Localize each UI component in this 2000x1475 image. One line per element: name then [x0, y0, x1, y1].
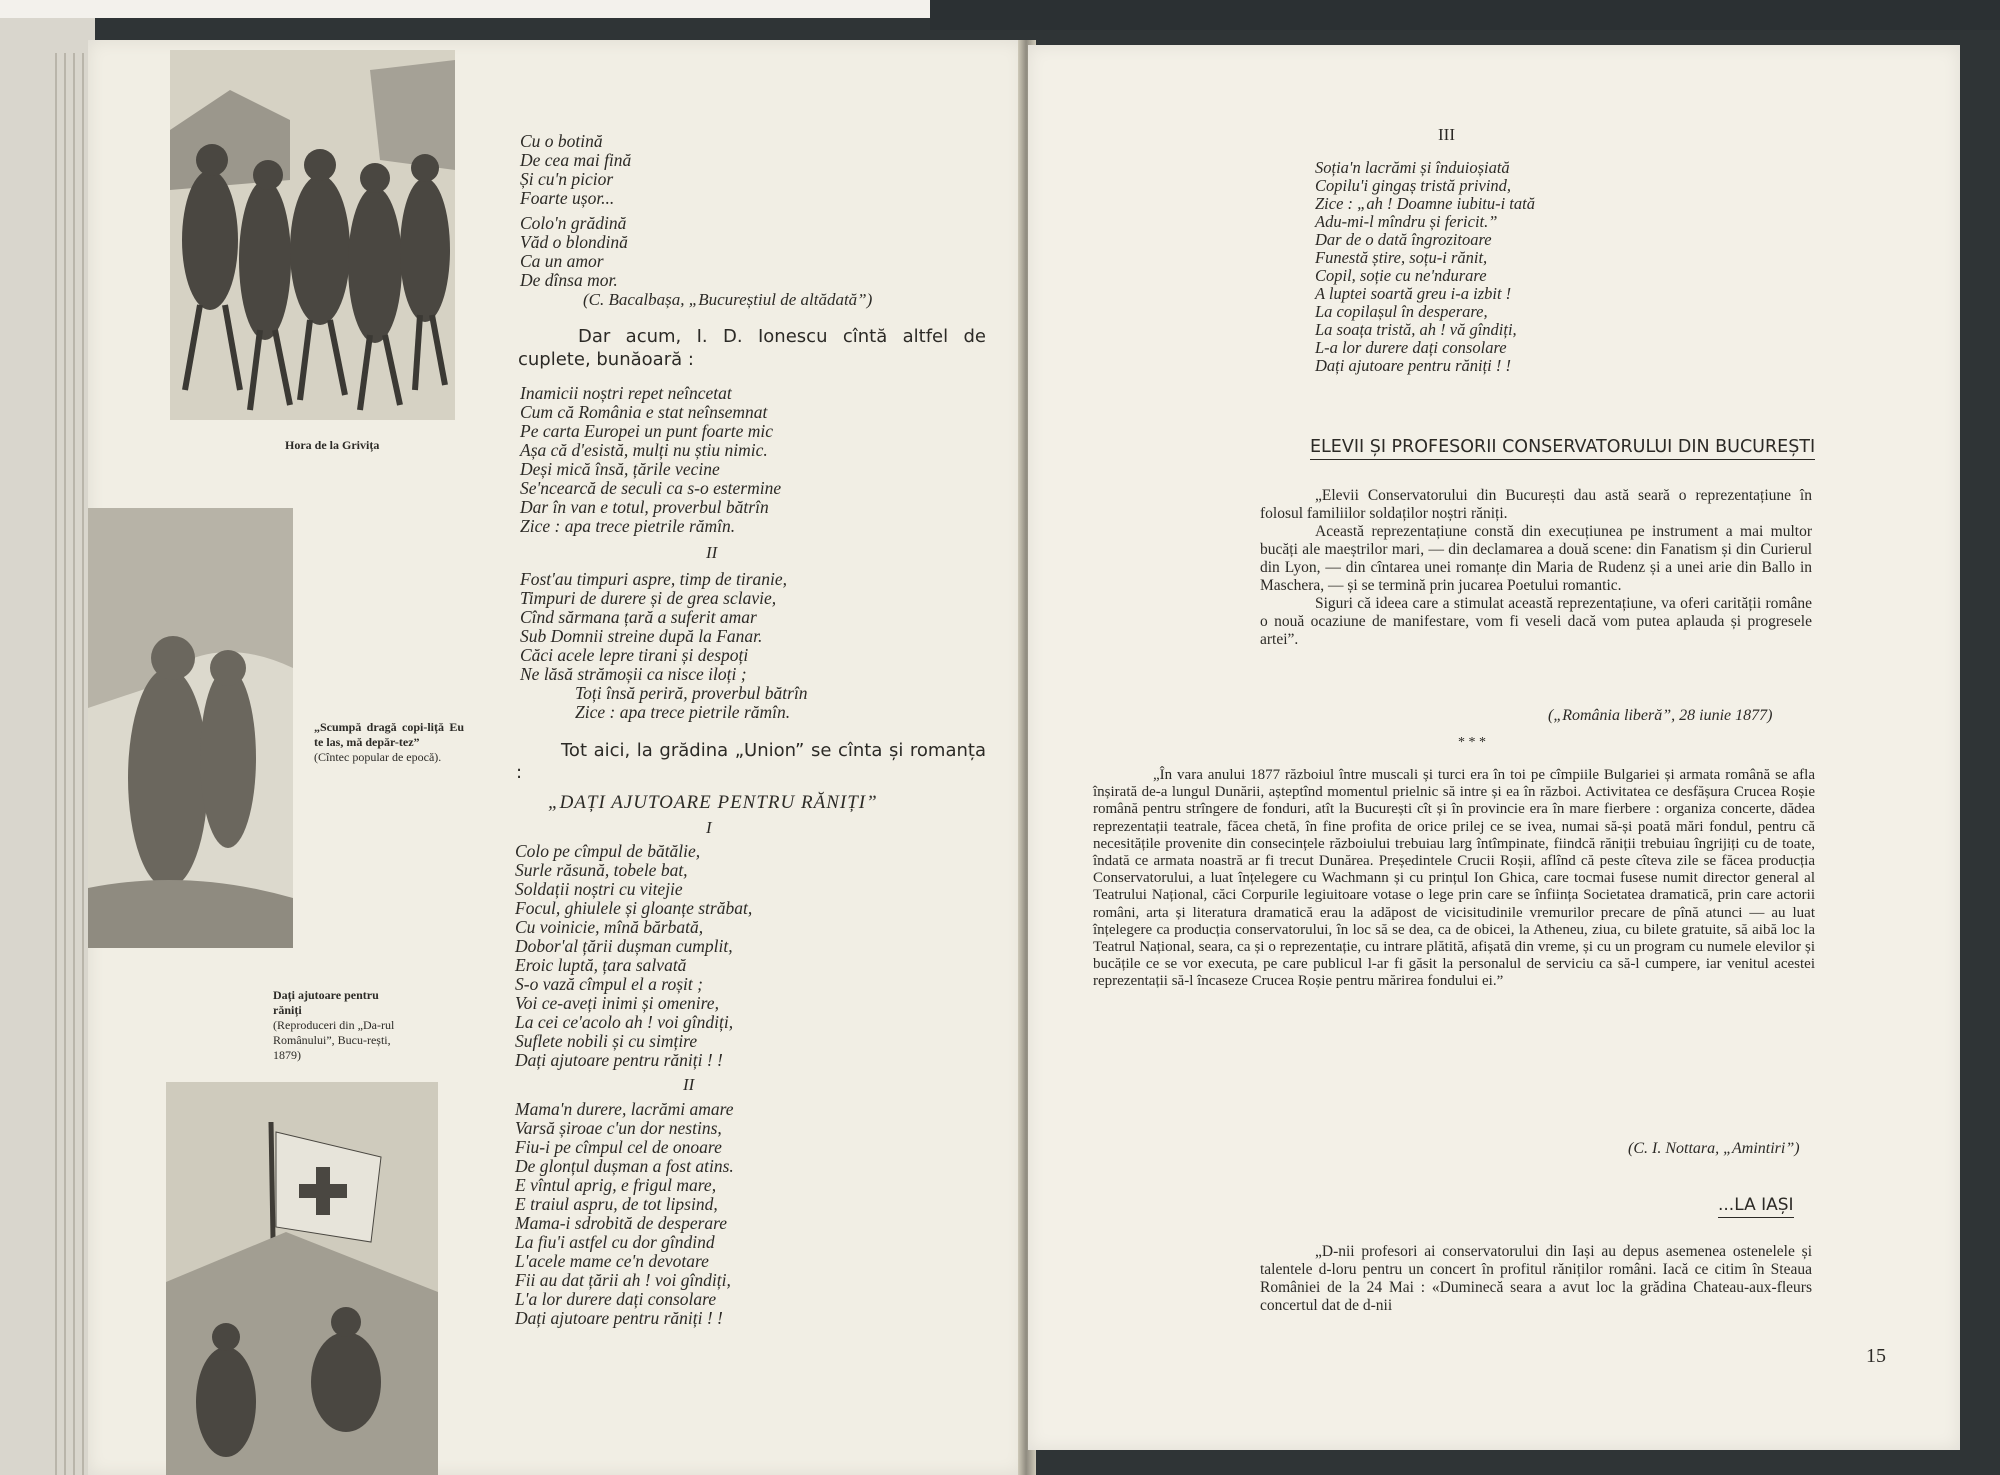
- verse-line: Mama'n durere, lacrămi amare: [515, 1099, 734, 1119]
- verse-line: Văd o blondină: [520, 232, 628, 252]
- verse-line: Dobor'al țării dușman cumplit,: [515, 936, 733, 956]
- verse-line: La cei ce'acolo ah ! voi gîndiți,: [515, 1012, 734, 1032]
- verse-line: A luptei soartă greu i-a izbit !: [1315, 284, 1512, 303]
- verse-line: Adu-mi-l mîndru și fericit.”: [1315, 212, 1498, 231]
- verse-line: Soția'n lacrămi și înduioșiată: [1315, 158, 1510, 177]
- verse-line: Copilu'i gingaș tristă privind,: [1315, 176, 1512, 195]
- verse-line: Colo pe cîmpul de bătălie,: [515, 841, 701, 861]
- article-conservator: [1260, 487, 1812, 649]
- verse-fostau: [520, 570, 1000, 722]
- stanza-number: I: [706, 818, 712, 837]
- verse-botina: [520, 132, 820, 290]
- verse-line: Eroic luptă, țara salvată: [515, 955, 687, 975]
- separator: * * *: [1458, 735, 1486, 750]
- hora-grivita-illustration: [170, 50, 455, 420]
- verse-line: E vîntul aprig, e frigul mare,: [515, 1175, 717, 1195]
- verse-line: Zice : apa trece pietrile rămîn.: [520, 516, 736, 536]
- caption-dati-title: Dați ajutoare pentru răniți: [273, 988, 379, 1017]
- verse-line: Soldații noștri cu vitejie: [515, 879, 683, 899]
- verse-line: Fiu-i pe cîmpul cel de onoare: [515, 1137, 722, 1157]
- intro-paragraph: Dar acum, I. D. Ionescu cîntă altfel de cuplete, bunăoară :: [518, 326, 986, 370]
- left-page: [88, 40, 1023, 1475]
- article-nottara: „În vara anului 1877 războiul între muscali și turci era în toi pe cîmpiile Bulgariei și armata română se afla înșirată de-a lungul Dunării, așteptînd momentul prielnic să intre și ea în război. Activitatea ce desfășura Crucea Roșie română pentru strîngere de fonduri, atît la București cît și în provincie era în mare fierbere : organiza concerte, dădea reprezentații teatrale, făcea chetă, în fine profita de orice prilej ce se ivea, numai să-și poată mări fondul, pentru că necesitățile provenite din consecințele războiului trebuiau larg întîmpinate, fiindcă răniții trebuiau îngrijiți cu de toate, îndată ce armata noastră ar fi trecut Dunărea. Președintele Crucii Roșii, aflînd că peste cîteva zile se făcea producția Conservatorului, a luat înțelegere cu Wachmann și cu prințul Ion Ghica, care tocmai fusese numit director general al Teatrului Național, căci Corpurile legiuitoare votase o lege prin care se înființa Societatea dramatică, prin care actorii români, arta și literatura dramatică erau la adăpost de vicisitudinile vremurilor precare de pînă atunci — au luat înțelegere ca producția conservatorului, în loc să se dea, ca de obicei, la Atheneu, ziua, cu bilete gratuite, să aibă loc la Teatrul Național, seara, ca și o reprezentație, cu intrare plătită, afișată din vreme, și cu un program cu numele elevilor și bucățile ce se vor executa, pe care publicul l-ar fi găsit la personalul de serviciu ca să-l cumpere, iar venitul acestei reprezentații să-l încaseze Crucea Roșie pentru mărirea fondului ei.”: [1093, 767, 1815, 990]
- verse-line: Zice : „ah ! Doamne iubitu-i tată: [1315, 194, 1535, 213]
- verse-line: Inamicii noștri repet neîncetat: [520, 383, 732, 403]
- caption-dati-source: (Reproduceri din „Da-rul Românului”, Bucu-rești, 1879): [273, 1018, 395, 1062]
- caption-scumpa-draga-source: (Cîntec popular de epocă).: [314, 750, 442, 764]
- verse-line: Pe carta Europei un punt foarte mic: [520, 421, 774, 441]
- verse-line: Dați ajutoare pentru răniți ! !: [1315, 356, 1512, 375]
- verse-line: La soața tristă, ah ! vă gîndiți,: [1315, 320, 1517, 339]
- verse-line: Dar de o dată îngrozitoare: [1315, 230, 1492, 249]
- verse-sotia: [1315, 159, 1735, 375]
- verse-line: Voi ce-aveți inimi și omenire,: [515, 993, 719, 1013]
- verse-line: De cea mai fină: [520, 150, 632, 170]
- verse-mama: [515, 1100, 995, 1328]
- song-title: „DAȚI AJUTOARE PENTRU RĂNIȚI”: [548, 792, 878, 813]
- verse-source: (C. Bacalbașa, „Bucureștiul de altădată”): [583, 290, 873, 309]
- stanza-number: II: [683, 1075, 695, 1094]
- cover-top: [930, 0, 2000, 30]
- scumpa-draga-illustration: [88, 508, 293, 948]
- verse-line: De dînsa mor.: [520, 270, 618, 290]
- verse-line: Timpuri de durere și de grea sclavie,: [520, 588, 777, 608]
- verse-line: Funestă știre, soțu-i rănit,: [1315, 248, 1488, 267]
- stanza-number: III: [1438, 125, 1455, 144]
- verse-line: Deși mică însă, țările vecine: [520, 459, 720, 479]
- caption-scumpa-draga-title: „Scumpă dragă copi-liță Eu te las, mă depăr-tez”: [314, 720, 464, 749]
- verse-colo: [515, 842, 995, 1070]
- verse-line: Se'ncearcă de seculi ca s-o estermine: [520, 478, 782, 498]
- right-page: [1028, 45, 1960, 1450]
- caption-dati-ajutoare: [273, 988, 408, 1063]
- intro-paragraph-2: Tot aici, la grădina „Union” se cînta și romanța :: [516, 740, 986, 783]
- verse-line: Căci acele lepre tirani și despoți: [520, 645, 749, 665]
- source-romania-libera: („România liberă”, 28 iunie 1877): [1548, 707, 1773, 724]
- verse-line: Sub Domnii streine după la Fanar.: [520, 626, 763, 646]
- verse-line: La copilașul în desperare,: [1315, 302, 1488, 321]
- page-edges: [0, 18, 95, 1475]
- verse-line: S-o vază cîmpul el a roșit ;: [515, 974, 703, 994]
- verse-line: Dați ajutoare pentru răniți ! !: [515, 1308, 723, 1328]
- verse-line: Cînd sărmana țară a suferit amar: [520, 607, 757, 627]
- verse-line: L'a lor durere dați consolare: [515, 1289, 717, 1309]
- verse-line: L'acele mame ce'n devotare: [515, 1251, 709, 1271]
- caption-hora: Hora de la Grivița: [285, 438, 380, 452]
- article-iasi: „D-nii profesori ai conservatorului din Iași au depus asemenea ostenelele și talentele d-loru pentru un concert în profitul răniților români. Iacă ce citim în Steaua României de la 24 Mai : «Duminecă seara a avut loc la grădina Chateau-aux-fleurs concertul dat de d-nii: [1260, 1243, 1812, 1314]
- verse-line: Ca un amor: [520, 251, 604, 271]
- verse-line: De glonțul dușman a fost atins.: [515, 1156, 734, 1176]
- verse-line: Zice : apa trece pietrile rămîn.: [575, 702, 791, 722]
- paragraph: „Elevii Conservatorului din București dau astă seară o reprezentațiune în folosul familiilor soldaților noștri răniți.: [1260, 487, 1812, 522]
- page-number: 15: [1866, 1345, 1886, 1367]
- verse-line: Cum că România e stat neînsemnat: [520, 402, 768, 422]
- verse-line: Copil, soție cu ne'ndurare: [1315, 266, 1487, 285]
- caption-scumpa-draga: [314, 720, 464, 765]
- background-strip: [0, 0, 930, 18]
- verse-line: Așa că d'esistă, mulți nu știu nimic.: [520, 440, 768, 460]
- verse-inamicii: [520, 384, 1000, 536]
- verse-line: L-a lor durere dați consolare: [1315, 338, 1507, 357]
- paragraph: Această reprezentațiune constă din execuțiunea pe instrument a mai multor bucăți ale maeștrilor mari, — din declamarea a două scene: din Fanatism și din Curierul din Lyon, — din cîntarea unei romanțe din Maria de Rudenz și a unei arie din Ballo in Maschera, — și se termină prin jucarea Poetului romantic.: [1260, 523, 1812, 594]
- stanza-number: II: [706, 543, 718, 562]
- verse-line: Fost'au timpuri aspre, timp de tiranie,: [520, 569, 788, 589]
- section-heading-iasi: ...LA IAȘI: [1718, 1195, 1794, 1218]
- verse-line: Dar în van e totul, proverbul bătrîn: [520, 497, 769, 517]
- verse-line: Fii au dat țării ah ! voi gîndiți,: [515, 1270, 731, 1290]
- verse-line: Surle răsună, tobele bat,: [515, 860, 688, 880]
- verse-line: E traiul aspru, de tot lipsind,: [515, 1194, 718, 1214]
- verse-line: Suflete nobili și cu simțire: [515, 1031, 698, 1051]
- verse-line: Varsă șiroae c'un dor nestins,: [515, 1118, 722, 1138]
- verse-line: Mama-i sdrobită de desperare: [515, 1213, 728, 1233]
- verse-line: Cu o botină: [520, 131, 603, 151]
- dati-ajutoare-illustration: [166, 1082, 438, 1475]
- source-nottara: (C. I. Nottara, „Amintiri”): [1628, 1140, 1800, 1157]
- verse-line: Dați ajutoare pentru răniți ! !: [515, 1050, 723, 1070]
- verse-line: Ne lăsă strămoșii ca nisce iloți ;: [520, 664, 747, 684]
- paragraph: Siguri că ideea care a stimulat această reprezentațiune, va oferi carității române o nouă ocaziune de manifestare, vom fi veseli dacă vom putea aplauda și progresele artei”.: [1260, 595, 1812, 648]
- verse-line: La fiu'i astfel cu dor gîndind: [515, 1232, 715, 1252]
- verse-line: Focul, ghiulele și gloanțe străbat,: [515, 898, 753, 918]
- verse-line: Foarte ușor...: [520, 188, 615, 208]
- section-heading: ELEVII ȘI PROFESORII CONSERVATORULUI DIN BUCUREȘTI: [1310, 437, 1815, 460]
- verse-line: Și cu'n picior: [520, 169, 614, 189]
- verse-line: Toți însă periră, proverbul bătrîn: [575, 683, 808, 703]
- verse-line: Colo'n grădină: [520, 213, 627, 233]
- verse-line: Cu voinicie, mînă bărbată,: [515, 917, 704, 937]
